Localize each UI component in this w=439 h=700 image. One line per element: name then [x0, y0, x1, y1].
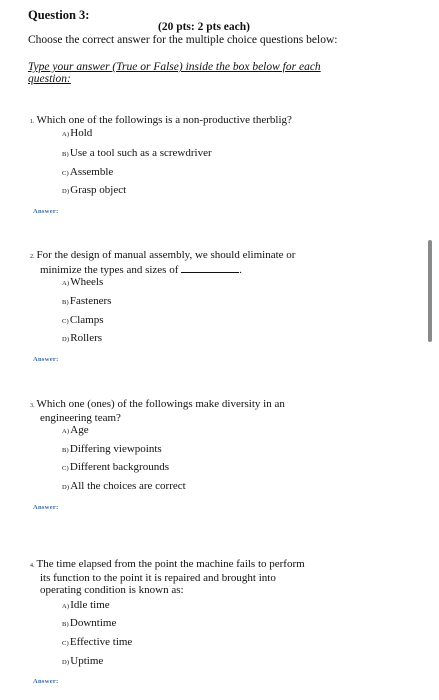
question-1-stem	[30, 114, 292, 128]
option-text: Downtime	[69, 617, 117, 629]
question-2-number: 2.	[30, 254, 35, 260]
q3-option-a[interactable]	[62, 424, 89, 438]
question-3-text-line2: engineering team?	[40, 412, 121, 424]
question-2-suffix: .	[239, 264, 242, 276]
option-text: Uptime	[70, 655, 104, 667]
option-letter: D)	[62, 336, 70, 343]
option-text: Age	[70, 424, 89, 436]
question-2-stem	[30, 249, 295, 276]
option-text: Use a tool such as a screwdriver	[69, 147, 212, 159]
scrollbar[interactable]	[428, 240, 432, 342]
q1-option-d[interactable]	[62, 184, 126, 198]
option-text: Grasp object	[70, 184, 127, 196]
option-text: All the choices are correct	[70, 480, 186, 492]
q4-answer-label: Answer:	[33, 678, 59, 685]
option-letter: B)	[62, 299, 69, 306]
q1-option-c[interactable]	[62, 166, 113, 180]
option-text: Assemble	[69, 166, 114, 178]
option-letter: D)	[62, 188, 70, 195]
type-answer-instruction: Type your answer (True or False) inside the box below for each question:	[28, 61, 321, 85]
question-2-text-line2: minimize the types and sizes of	[40, 264, 179, 276]
option-text: Hold	[70, 127, 93, 139]
option-letter: C)	[62, 640, 69, 647]
option-text: Idle time	[70, 599, 110, 611]
question-3-stem	[30, 398, 285, 424]
option-text: Different backgrounds	[69, 461, 169, 473]
option-letter: C)	[62, 318, 69, 325]
option-text: Fasteners	[69, 295, 112, 307]
q4-option-c[interactable]	[62, 636, 132, 650]
option-text: Effective time	[69, 636, 133, 648]
question-1-text: Which one of the followings is a non-productive therblig?	[36, 114, 292, 126]
q4-option-a[interactable]	[62, 599, 110, 613]
question-3-number: 3.	[30, 403, 35, 409]
question-4-text: The time elapsed from the point the machine fails to perform	[36, 558, 305, 570]
option-letter: C)	[62, 465, 69, 472]
option-text: Clamps	[69, 314, 104, 326]
q3-answer-label: Answer:	[33, 504, 59, 511]
option-letter: B)	[62, 151, 69, 158]
q1-answer-label: Answer:	[33, 208, 59, 215]
option-text: Wheels	[70, 276, 104, 288]
q4-option-b[interactable]	[62, 617, 116, 631]
option-letter: D)	[62, 484, 70, 491]
question-4-text-line2: its function to the point it is repaired and brought into	[40, 572, 276, 584]
fill-blank	[181, 263, 239, 273]
question-title: Question 3:	[28, 8, 90, 22]
points-label: (20 pts: 2 pts each)	[158, 21, 250, 33]
instruction-text: Choose the correct answer for the multiple choice questions below:	[28, 34, 338, 46]
option-letter: B)	[62, 447, 69, 454]
q2-option-c[interactable]	[62, 314, 104, 328]
q1-option-b[interactable]	[62, 147, 212, 161]
q4-option-d[interactable]	[62, 655, 103, 669]
q2-answer-label: Answer:	[33, 356, 59, 363]
option-text: Rollers	[70, 332, 103, 344]
q3-option-d[interactable]	[62, 480, 186, 494]
option-letter: D)	[62, 659, 70, 666]
q1-option-a[interactable]	[62, 127, 92, 141]
option-letter: C)	[62, 170, 69, 177]
option-text: Differing viewpoints	[69, 443, 162, 455]
q2-option-b[interactable]	[62, 295, 111, 309]
option-letter: A)	[62, 428, 70, 435]
q2-option-d[interactable]	[62, 332, 102, 346]
q2-option-a[interactable]	[62, 276, 103, 290]
option-letter: A)	[62, 131, 70, 138]
option-letter: A)	[62, 603, 70, 610]
option-letter: B)	[62, 621, 69, 628]
question-4-text-line3: operating condition is known as:	[40, 584, 184, 596]
q3-option-c[interactable]	[62, 461, 169, 475]
question-2-text: For the design of manual assembly, we should eliminate or	[36, 249, 296, 261]
q3-option-b[interactable]	[62, 443, 162, 457]
question-4-stem	[30, 558, 305, 596]
question-4-number: 4.	[30, 563, 35, 569]
question-1-number: 1.	[30, 119, 35, 125]
option-letter: A)	[62, 280, 70, 287]
question-3-text: Which one (ones) of the followings make diversity in an	[36, 398, 285, 410]
